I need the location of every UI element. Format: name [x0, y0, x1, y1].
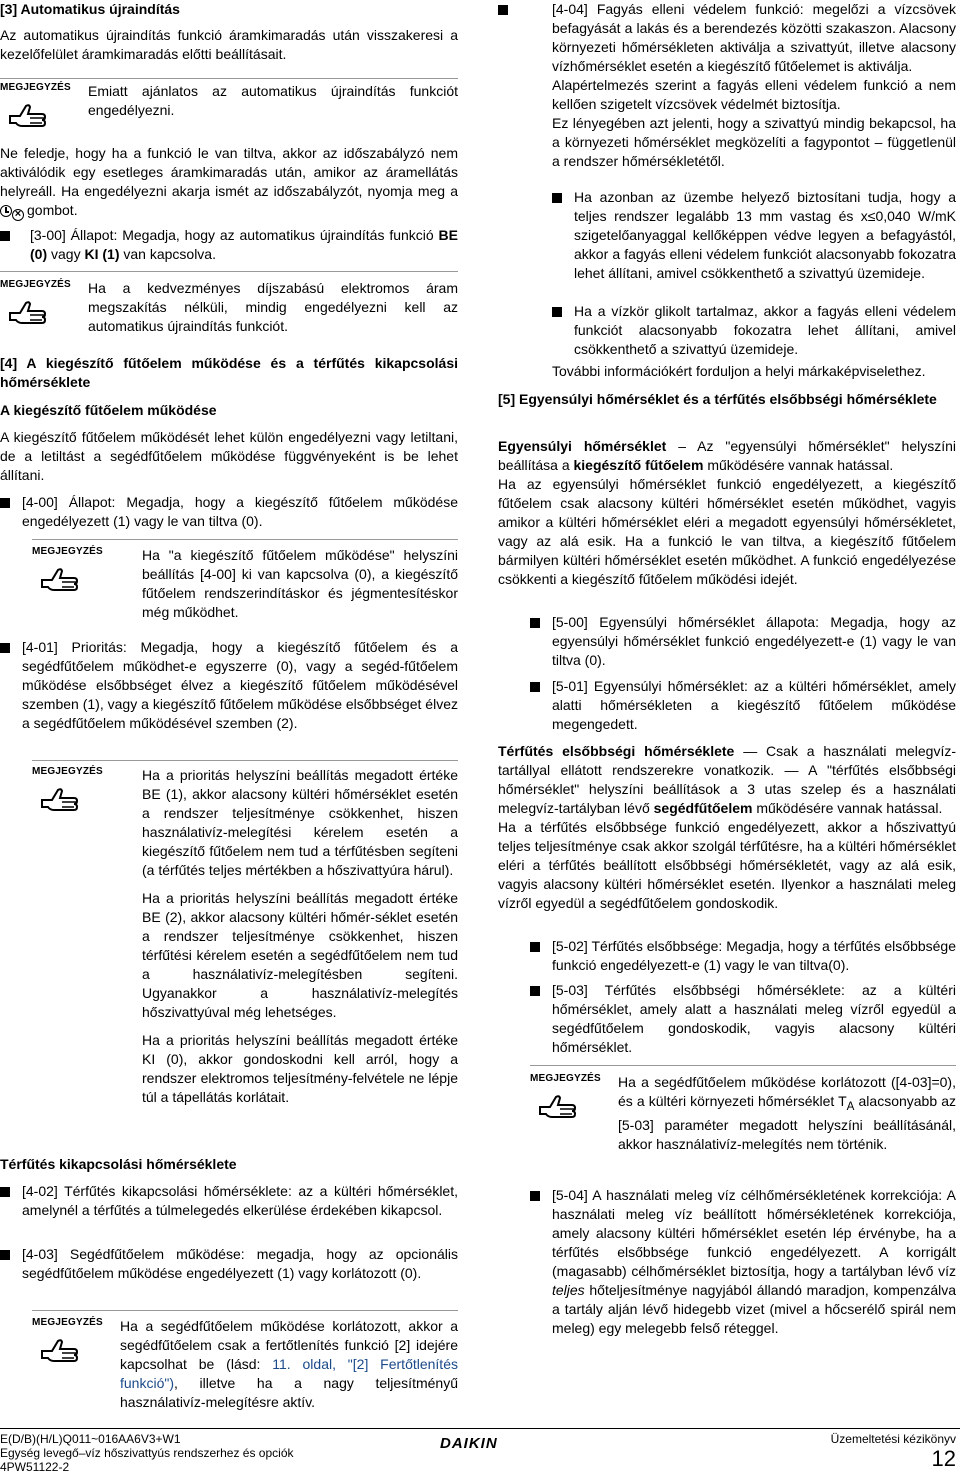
page-link[interactable]: 11. oldal, "[2] Fertőtlenítés funkció")	[120, 1356, 458, 1391]
section-5-title: [5] Egyensúlyi hőmérséklet és a térfűtés elsőbbségi hőmérséklete	[498, 391, 937, 407]
note-6: MEGJEGYZÉS Ha a segédfűtőelem működése korlátozott ([4-03]=0), és a kültéri környezeti hőmérséklet $T_A$ alacsonyabb az [5-03] paraméter megadott helyszíni beállításánál, akkor használativíz-melegítés nem történik.	[530, 1073, 956, 1152]
note-divider	[530, 1065, 956, 1066]
equilibrium-paragraph: Egyensúlyi hőmérséklet – Az "egyensúlyi hőmérséklet" helyszíni beállítása a kiegészítő fűtőelem működésére vannak hatással. Ha az egyensúlyi hőmérséklet funkció engedélyezett, a kiegészítő fűtőelem csak alacsony kültéri hőmérséklet esetén működhet, vagyis amikor a kültéri hőmérséklet eléri a megadott egyensúlyi hőmérsékletet, vagy az alá esik. Ha a funkció le van tiltva, a kiegészítő fűtőelem bármilyen kültéri hőmérséklet esetén működhet. A funkció engedélyezése csökkenti a kiegészítő fűtőelem működési idejét.	[498, 438, 956, 587]
bullet-4-04: [4-04] Fagyás elleni védelem funkció: megelőzi a vízcsövek befagyását a lakás és a berendezés közötti szakaszon. Alacsony környezeti hőmérsékleten aktiválja a szivattyút, illetve alacsony vízhőmérséklet esetén a kiegészítő fűtőelemet is aktiválja. Alapértelmezés szerint a fagyás elleni védelem funkció a nem kellően szigetelt vízcsövek védelmét biztosítja. Ez lényegében azt jelenti, hogy a szivattyú mindig bekapcsol, ha a környezeti hőmérséklet megközelíti a fagypontot – függetlenül a rendszer hőmérsékletétől.	[498, 0, 956, 171]
bullet-4-04-glycol: Ha a vízkör glikolt tartalmaz, akkor a fagyás elleni védelem funkciót alacsonyabb fokozatra lehet állítani, amivel csökkenthető a szivattyú üzemideje.	[498, 302, 956, 359]
bullet-square-icon	[552, 193, 562, 203]
section-4-paragraph: A kiegészítő fűtőelem működését lehet külön engedélyezni vagy letiltani, de a letiltást a segédfűtőelem működése függvényeként is be lehet állítani.	[0, 429, 458, 483]
note-hand-icon	[8, 297, 48, 325]
bullet-square-icon	[530, 618, 540, 628]
bullet-square-icon	[530, 682, 540, 692]
section-3-intro: Az automatikus újraindítás funkció áramkimaradás után visszakeresi a kezelőfelület áramkimaradás előtti beállításait.	[0, 27, 458, 62]
note-hand-icon	[8, 100, 48, 128]
bullet-4-00: [4-00] Állapot: Megadja, hogy a kiegészítő fűtőelem működése engedélyezett (1) vagy le van tiltva (0).	[0, 493, 458, 531]
note-divider	[32, 1310, 458, 1311]
heading: [3] Automatikus újraindítás	[0, 1, 180, 17]
document-number: 4PW51122-2	[0, 1460, 70, 1474]
note-label: MEGJEGYZÉS	[32, 546, 103, 557]
section-3-title	[0, 0, 458, 19]
note-hand-icon	[40, 1335, 80, 1363]
timer-clock-icon	[0, 205, 12, 217]
more-info: További információkért forduljon a helyi márkaképviselethez.	[552, 363, 926, 379]
cancel-x-icon: ×	[12, 209, 24, 221]
note-5: MEGJEGYZÉS Ha a segédfűtőelem működése korlátozott, akkor a segédfűtőelem csak a fertőtlenítés funkció [2] idejére kapcsolhat be (lásd: 11. oldal, "[2] Fertőtlenítés funkció"), illetve ha a nagy teljesítményű használativíz-melegítésre aktív.	[32, 1317, 458, 1410]
footer-right	[831, 1432, 956, 1472]
manual-title: Üzemeltetési kézikönyv	[830, 1432, 956, 1446]
page-number: 12	[931, 1446, 956, 1471]
model-code: E(D/B)(H/L)Q011~016AA6V3+W1	[0, 1432, 181, 1446]
bullet-square-icon	[530, 942, 540, 952]
priority-paragraph: Térfűtés elsőbbségi hőmérséklete — Csak a használati melegvíz-tartállyal ellátott rendszerekre vonatkozik. — A "térfűtés elsőbbségi hőmérséklet" helyszíni beállítások a 3 utas szelep és a használati melegvíz-tartályban lévő segédfűtőelem működésére vannak hatással. Ha a térfűtés elsőbbsége funkció engedélyezett, akkor a hőszivattyú teljes teljesítménye csak akkor szolgál térfűtésre, ha a kültéri hőmérséklet eléri a térfűtés beállított elsőbbségi hőmérsékletét, vagy az alá esik, vagyis alacsony kültéri hőmérséklet esetén. Ilyenkor a használati meleg vízről egyedül a segédfűtőelem gondoskodik.	[498, 743, 957, 911]
note-label: MEGJEGYZÉS	[32, 1317, 103, 1328]
bullet-square-icon	[0, 643, 10, 653]
bullet-4-02: [4-02] Térfűtés kikapcsolási hőmérséklete: az a kültéri hőmérséklet, amelynél a térfűtés a túlmelegedés elkerülése érdekében kikapcsol.	[0, 1182, 458, 1220]
note-label: MEGJEGYZÉS	[32, 766, 103, 777]
section-4-title: [4] A kiegészítő fűtőelem működése és a térfűtés kikapcsolási hőmérséklete	[0, 355, 458, 390]
section-4-subtitle: A kiegészítő fűtőelem működése	[0, 402, 217, 418]
note-label: MEGJEGYZÉS	[0, 82, 71, 93]
note-label: MEGJEGYZÉS	[530, 1073, 601, 1084]
note-2: MEGJEGYZÉS Ha a kedvezményes díjszabású elektromos áram megszakítás nélküli, mindig engedélyezni kell az automatikus újraindítás funkciót.	[0, 279, 458, 334]
note-divider	[0, 78, 458, 79]
bullet-4-01: [4-01] Prioritás: Megadja, hogy a kiegészítő fűtőelem és a segédfűtőelem működhet-e egyszerre (0), vagy a segéd-fűtőelem működése elsőbbséget élvez a kiegészítő fűtőelem működésével szemben (1), vagy a kiegészítő fűtőelem működése elsőbbséget élvez a segédfűtőelem működésével szemben (2).	[0, 638, 458, 733]
note-4: MEGJEGYZÉS Ha a prioritás helyszíni beállítás megadott értéke BE (1), akkor alacsony kültéri hőmérséklet esetén a rendszer teljesítménye csökkenhet, hiszen használativíz-melegítési kérelem esetén a kiegészítő fűtőelem nem tud a térfűtésben segíteni (a térfűtés teljes mértékben a hőszivattyúra hárul). Ha a prioritás helyszíni beállítás megadott értéke BE (2), akkor alacsony kültéri hőmér-séklet esetén a rendszer teljesítménye csökkenhet, hiszen térfűtési kérelem esetén a segédfűtőelem nem tud a használativíz-melegítésben segíteni. Ugyanakkor a használativíz-melegítés hőszivattyúval még lehetséges. Ha a prioritás helyszíni beállítás megadott értéke KI (0), akkor gondoskodni kell arról, hogy a rendszer elektromos teljesítmény-felvétele ne lépje túl a tápellátás korlátait.	[32, 766, 458, 1105]
bullet-square-icon	[530, 1191, 540, 1201]
daikin-logo: DAIKIN	[440, 1435, 498, 1452]
note-divider	[32, 539, 458, 540]
bullet-3-00: [3-00] Állapot: Megadja, hogy az automatikus újraindítás funkció BE (0) vagy KI (1) van kapcsolva.	[0, 226, 458, 264]
note-divider	[0, 271, 458, 272]
bullet-square-icon	[0, 1187, 10, 1197]
bullet-5-00: [5-00] Egyensúlyi hőmérséklet állapota: Megadja, hogy az egyensúlyi hőmérséklet funkció engedélyezett-e (1) vagy le van tiltva (0).	[498, 613, 956, 670]
cutoff-subtitle: Térfűtés kikapcsolási hőmérséklete	[0, 1156, 237, 1172]
bullet-square-icon	[0, 1250, 10, 1260]
note-hand-icon	[40, 564, 80, 592]
note-1: MEGJEGYZÉS Emiatt ajánlatos az automatikus újraindítás funkciót engedélyezni.	[0, 82, 458, 126]
bullet-square-icon	[0, 231, 10, 241]
bullet-square-icon	[552, 307, 562, 317]
bullet-square-icon	[530, 986, 540, 996]
bullet-5-03: [5-03] Térfűtés elsőbbségi hőmérséklete: az a kültéri hőmérséklet, amely alatt a használati meleg vízről egyedül a segédfűtőelem gondoskodik, vagyis alacsony kültéri hőmérséklet.	[498, 981, 956, 1057]
bullet-square-icon	[498, 5, 508, 15]
bullet-5-02: [5-02] Térfűtés elsőbbsége: Megadja, hogy a térfűtés elsőbbsége funkció engedélyezett-e (1) vagy le van tiltva(0).	[498, 937, 956, 975]
bullet-4-03: [4-03] Segédfűtőelem működése: megadja, hogy az opcionális segédfűtőelem működése engedélyezett (1) vagy korlátozott (0).	[0, 1245, 458, 1283]
footer-rule	[0, 1428, 960, 1429]
note-hand-icon	[538, 1091, 578, 1119]
note-3: MEGJEGYZÉS Ha "a kiegészítő fűtőelem működése" helyszíni beállítás [4-00] ki van kapcsolva (0), a kiegészítő fűtőelem rendszerindításkor és jégmentesítéskor még működhet.	[32, 546, 458, 620]
paragraph-remember: Ne feledje, hogy ha a funkció le van tiltva, akkor az időszabályzó nem aktiválódik egy esetleges áramkimaradás után, amikor az áramellátás helyreáll. Ha engedélyezni akarja ismét az időszabályzót, nyomja meg a × gombot.	[0, 145, 458, 220]
bullet-5-01: [5-01] Egyensúlyi hőmérséklet: az a kültéri hőmérséklet, amely alatti hőmérsékleten a kiegészítő fűtőelem működése megengedett.	[498, 677, 956, 734]
footer-left	[0, 1432, 294, 1474]
bullet-5-04: [5-04] A használati meleg víz célhőmérsékletének korrekciója: A használati meleg víz beállított hőmérsékletének korrekciója, amely alacsony kültéri hőmérséklet esetén lép érvénybe, ha a térfűtés elsőbbsége funkció engedélyezett. A korrigált (magasabb) célhőmérséklet biztosítja, hogy a tartályban lévő víz teljes hőteljesítménye nagyjából állandó maradjon, kompenzálva a tartály alján lévő hidegebb vizet (mivel a hőcserélő spirál nem meleg) egy melegebb felső réteggel.	[498, 1186, 956, 1338]
bullet-4-04-insulation: Ha azonban az üzembe helyező biztosítani tudja, hogy a teljes rendszer legalább 13 mm vastag és x≤0,040 W/mK szigetelőanyaggal kellőképpen védve legyen a befagyástól, akkor a fagyás elleni védelem funkciót alacsonyabb fokozatra lehet állítani, amivel csökkenthető a szivattyú üzemideje.	[498, 188, 956, 283]
note-divider	[32, 760, 458, 761]
bullet-square-icon	[0, 498, 10, 508]
note-label: MEGJEGYZÉS	[0, 279, 71, 290]
model-description: Egység levegő–víz hőszivattyús rendszerhez és opciók	[0, 1446, 294, 1460]
note-hand-icon	[40, 784, 80, 812]
